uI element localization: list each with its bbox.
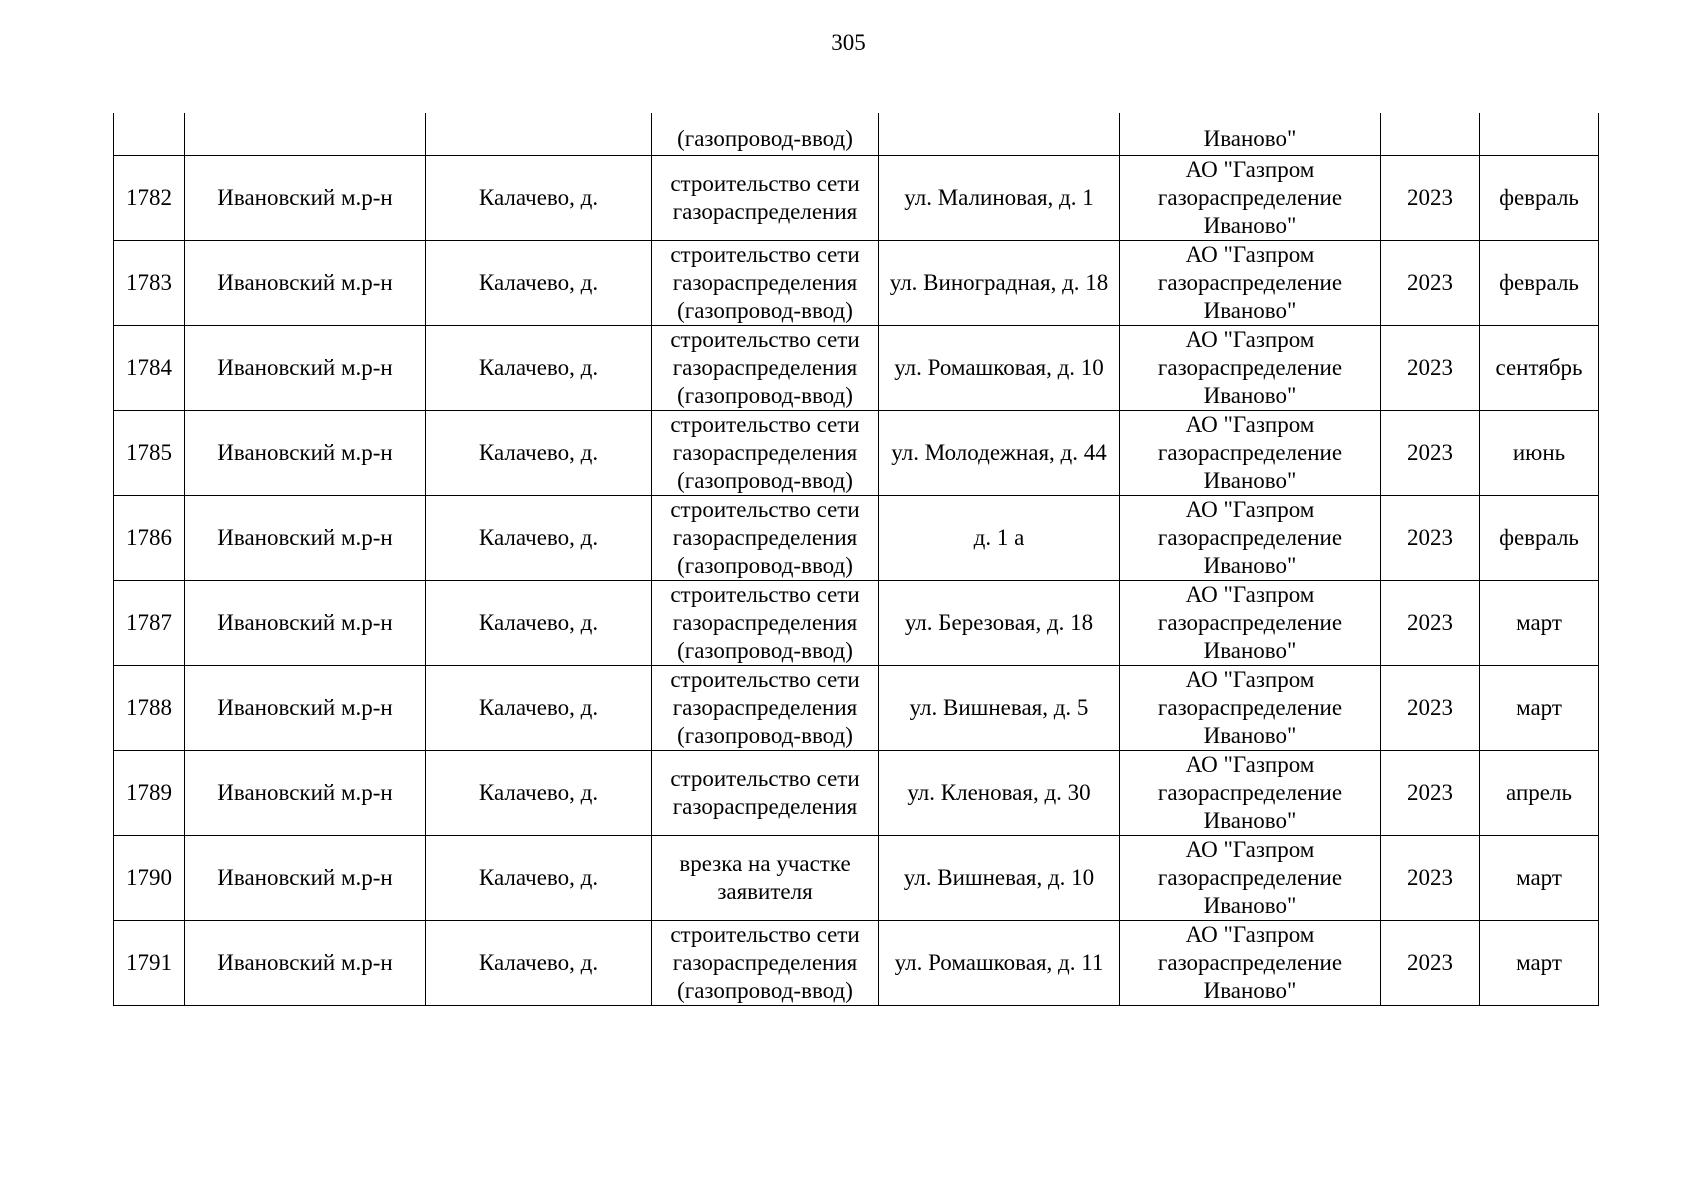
cell-year: 2023 <box>1381 496 1480 581</box>
cell-year: 2023 <box>1381 836 1480 921</box>
cell-district <box>185 113 426 156</box>
cell-locality: Калачево, д. <box>426 496 652 581</box>
cell-address: ул. Ромашковая, д. 10 <box>879 326 1120 411</box>
cell-work: строительство сети газораспределения (газопровод-ввод) <box>652 666 879 751</box>
cell-work: строительство сети газораспределения (газопровод-ввод) <box>652 581 879 666</box>
cell-address: ул. Виноградная, д. 18 <box>879 241 1120 326</box>
cell-num: 1790 <box>114 836 185 921</box>
cell-org: АО "Газпром газораспределение Иваново" <box>1120 836 1381 921</box>
cell-address: ул. Кленовая, д. 30 <box>879 751 1120 836</box>
cell-address: ул. Ромашковая, д. 11 <box>879 921 1120 1006</box>
cell-district: Ивановский м.р-н <box>185 496 426 581</box>
cell-year: 2023 <box>1381 326 1480 411</box>
cell-num: 1787 <box>114 581 185 666</box>
cell-locality <box>426 113 652 156</box>
cell-work: (газопровод-ввод) <box>652 113 879 156</box>
cell-locality: Калачево, д. <box>426 156 652 241</box>
table-row <box>114 156 1599 241</box>
cell-num: 1785 <box>114 411 185 496</box>
cell-num: 1786 <box>114 496 185 581</box>
cell-org: АО "Газпром газораспределение Иваново" <box>1120 921 1381 1006</box>
cell-org: АО "Газпром газораспределение Иваново" <box>1120 496 1381 581</box>
cell-work: строительство сети газораспределения (газопровод-ввод) <box>652 326 879 411</box>
cell-org: АО "Газпром газораспределение Иваново" <box>1120 751 1381 836</box>
cell-district: Ивановский м.р-н <box>185 921 426 1006</box>
cell-locality: Калачево, д. <box>426 326 652 411</box>
cell-year: 2023 <box>1381 411 1480 496</box>
cell-district: Ивановский м.р-н <box>185 666 426 751</box>
cell-month: февраль <box>1480 496 1599 581</box>
cell-locality: Калачево, д. <box>426 666 652 751</box>
cell-month: сентябрь <box>1480 326 1599 411</box>
cell-num: 1782 <box>114 156 185 241</box>
cell-year: 2023 <box>1381 156 1480 241</box>
cell-address: д. 1 а <box>879 496 1120 581</box>
cell-month: февраль <box>1480 241 1599 326</box>
cell-year: 2023 <box>1381 241 1480 326</box>
cell-work: строительство сети газораспределения (газопровод-ввод) <box>652 411 879 496</box>
table-row <box>114 581 1599 666</box>
cell-work: строительство сети газораспределения <box>652 156 879 241</box>
cell-org: АО "Газпром газораспределение Иваново" <box>1120 326 1381 411</box>
cell-month: февраль <box>1480 156 1599 241</box>
cell-address: ул. Молодежная, д. 44 <box>879 411 1120 496</box>
table-row <box>114 751 1599 836</box>
cell-district: Ивановский м.р-н <box>185 581 426 666</box>
cell-month: апрель <box>1480 751 1599 836</box>
cell-num: 1789 <box>114 751 185 836</box>
cell-year: 2023 <box>1381 666 1480 751</box>
table-row <box>114 666 1599 751</box>
cell-org: Иваново" <box>1120 113 1381 156</box>
cell-locality: Калачево, д. <box>426 581 652 666</box>
cell-year <box>1381 113 1480 156</box>
cell-month: март <box>1480 666 1599 751</box>
cell-district: Ивановский м.р-н <box>185 156 426 241</box>
cell-address <box>879 113 1120 156</box>
cell-district: Ивановский м.р-н <box>185 241 426 326</box>
cell-address: ул. Березовая, д. 18 <box>879 581 1120 666</box>
table-body <box>114 113 1599 1006</box>
table-row <box>114 241 1599 326</box>
table-row <box>114 496 1599 581</box>
cell-month: июнь <box>1480 411 1599 496</box>
continuation-row <box>114 113 1599 156</box>
cell-num: 1784 <box>114 326 185 411</box>
cell-work: врезка на участке заявителя <box>652 836 879 921</box>
cell-locality: Калачево, д. <box>426 751 652 836</box>
cell-work: строительство сети газораспределения (газопровод-ввод) <box>652 496 879 581</box>
cell-locality: Калачево, д. <box>426 241 652 326</box>
cell-locality: Калачево, д. <box>426 836 652 921</box>
cell-month: март <box>1480 581 1599 666</box>
table-row <box>114 411 1599 496</box>
table-row <box>114 326 1599 411</box>
cell-district: Ивановский м.р-н <box>185 836 426 921</box>
cell-locality: Калачево, д. <box>426 921 652 1006</box>
cell-year: 2023 <box>1381 581 1480 666</box>
cell-address: ул. Малиновая, д. 1 <box>879 156 1120 241</box>
cell-num: 1791 <box>114 921 185 1006</box>
cell-num: 1783 <box>114 241 185 326</box>
cell-address: ул. Вишневая, д. 10 <box>879 836 1120 921</box>
cell-work: строительство сети газораспределения (газопровод-ввод) <box>652 921 879 1006</box>
page-number: 305 <box>831 30 866 55</box>
cell-num: 1788 <box>114 666 185 751</box>
cell-org: АО "Газпром газораспределение Иваново" <box>1120 666 1381 751</box>
cell-work: строительство сети газораспределения <box>652 751 879 836</box>
cell-org: АО "Газпром газораспределение Иваново" <box>1120 241 1381 326</box>
cell-month <box>1480 113 1599 156</box>
cell-year: 2023 <box>1381 921 1480 1006</box>
cell-district: Ивановский м.р-н <box>185 751 426 836</box>
table-row <box>114 836 1599 921</box>
cell-district: Ивановский м.р-н <box>185 326 426 411</box>
cell-org: АО "Газпром газораспределение Иваново" <box>1120 581 1381 666</box>
cell-work: строительство сети газораспределения (газопровод-ввод) <box>652 241 879 326</box>
cell-district: Ивановский м.р-н <box>185 411 426 496</box>
cell-locality: Калачево, д. <box>426 411 652 496</box>
cell-org: АО "Газпром газораспределение Иваново" <box>1120 411 1381 496</box>
table-row <box>114 921 1599 1006</box>
cell-num <box>114 113 185 156</box>
cell-month: март <box>1480 921 1599 1006</box>
gasification-table <box>113 113 1599 1006</box>
cell-year: 2023 <box>1381 751 1480 836</box>
cell-org: АО "Газпром газораспределение Иваново" <box>1120 156 1381 241</box>
cell-month: март <box>1480 836 1599 921</box>
cell-address: ул. Вишневая, д. 5 <box>879 666 1120 751</box>
